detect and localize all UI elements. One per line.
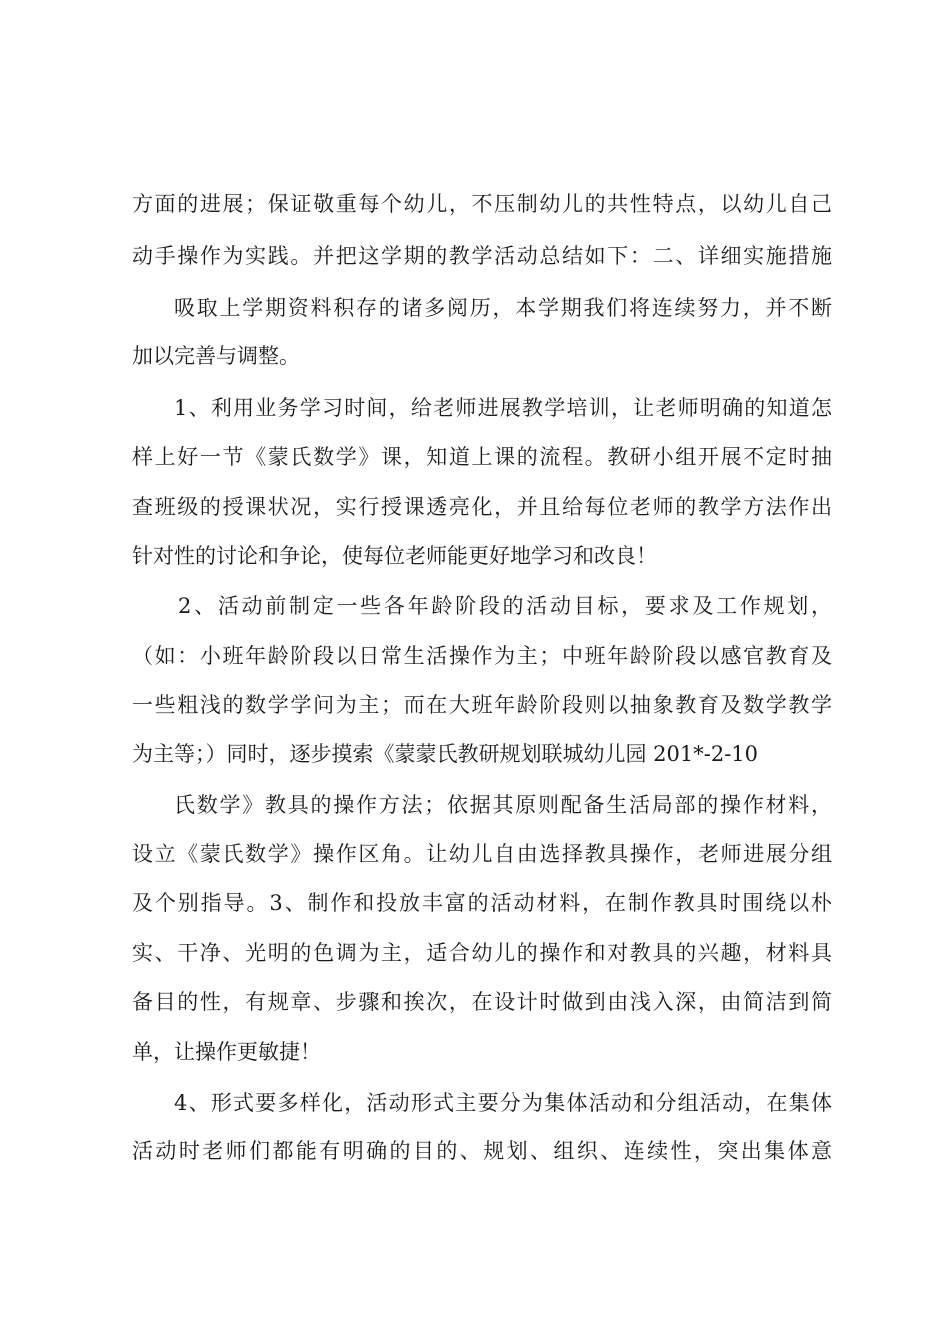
text-line: 单，让操作更敏捷！ bbox=[132, 1040, 321, 1064]
text-line: 2、活动前制定一些各年龄阶段的活动目标，要求及工作规划， bbox=[178, 594, 832, 618]
text-line: 加以完善与调整。 bbox=[132, 344, 300, 368]
text-line: 实、干净、光明的色调为主，适合幼儿的操作和对教具的兴趣，材料具 bbox=[132, 941, 832, 965]
text-line: 4、形式要多样化，活动形式主要分为集体活动和分组活动，在集体 bbox=[174, 1091, 832, 1115]
text-line: 一些粗浅的数学学问为主；而在大班年龄阶段则以抽象教育及数学教学 bbox=[132, 693, 832, 717]
text-line: 查班级的授课状况，实行授课透亮化，并且给每位老师的教学方法作出 bbox=[132, 495, 832, 519]
text-line: 动手操作为实践。并把这学期的教学活动总结如下：二、详细实施措施 bbox=[132, 244, 832, 268]
text-line: 氏数学》教具的操作方法；依据其原则配备生活局部的操作材料， bbox=[174, 793, 832, 817]
text-line: 针对性的讨论和争论，使每位老师能更好地学习和改良！ bbox=[132, 544, 657, 568]
text-line: 备目的性，有规章、步骤和挨次，在设计时做到由浅入深，由简洁到简 bbox=[132, 990, 832, 1014]
text-line: 吸取上学期资料积存的诸多阅历，本学期我们将连续努力，并不断 bbox=[174, 296, 832, 320]
text-line: 1、利用业务学习时间，给老师进展教学培训，让老师明确的知道怎 bbox=[174, 396, 832, 420]
text-line: 方面的进展；保证敬重每个幼儿，不压制幼儿的共性特点，以幼儿自己 bbox=[132, 192, 832, 216]
text-line: （如：小班年龄阶段以日常生活操作为主；中班年龄阶段以感官教育及 bbox=[132, 644, 832, 668]
text-line: 活动时老师们都能有明确的目的、规划、组织、连续性，突出集体意 bbox=[132, 1139, 832, 1163]
text-line: 设立《蒙氏数学》操作区角。让幼儿自由选择教具操作，老师进展分组 bbox=[132, 842, 832, 866]
text-line: 为主等；）同时，逐步摸索《蒙蒙氏教研规划联城幼儿园 201*-2-10 bbox=[132, 742, 759, 766]
text-line: 样上好一节《蒙氏数学》课，知道上课的流程。教研小组开展不定时抽 bbox=[132, 445, 832, 469]
text-line: 及个别指导。3、制作和投放丰富的活动材料，在制作教具时围绕以朴 bbox=[132, 891, 832, 915]
